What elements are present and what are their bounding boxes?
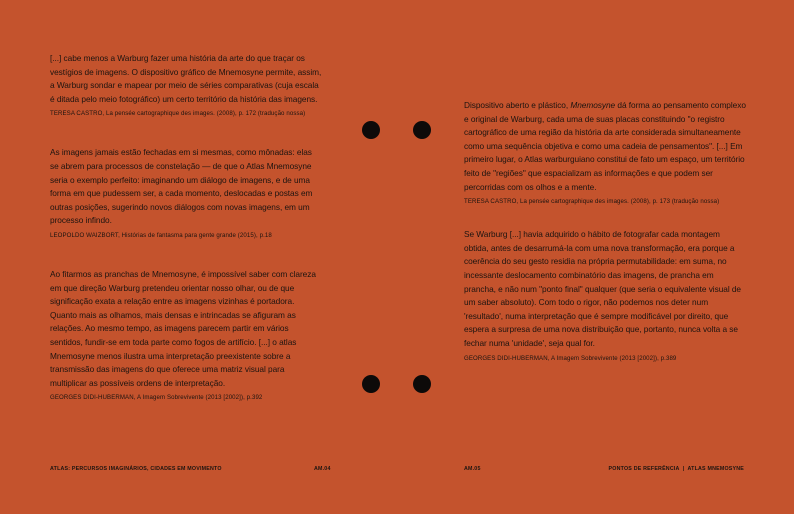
quote-source: GEORGES DIDI-HUBERMAN, A Imagem Sobrevivente (2013 [2002]), p.389 [464, 354, 677, 362]
quote-block [50, 268, 322, 402]
binding-hole-bottom-right [413, 375, 431, 393]
quote-source: TERESA CASTRO, La pensée cartographique des images. (2008), p. 172 (tradução nossa) [50, 110, 306, 118]
quote-block [464, 228, 746, 362]
binding-hole-bottom-left [362, 375, 380, 393]
quote-block [464, 99, 746, 206]
quote-text: [...] cabe menos a Warburg fazer uma história da arte do que traçar os vestígios de imagens. O dispositivo gráfico de Mnemosyne permite, assim, a Warburg sondar e mapear por meio de séries comparativas (cuja escala é ditada pelo meio fotográfico) um certo território da história das imagens. [50, 53, 322, 104]
quote-text-italic: Mnemosyne [570, 100, 616, 110]
left-page-column [50, 52, 322, 402]
right-page-column [464, 99, 746, 363]
quote-source: TERESA CASTRO, La pensée cartographique des images. (2008), p. 173 (tradução nossa) [464, 198, 720, 206]
quote-text: As imagens jamais estão fechadas em si mesmas, como mônadas: elas se abrem para processos de constelação — de que o Atlas Mnemosyne seria o exemplo perfeito: imaginando um diálogo de imagens, e de uma forma em que pudessem ser, a cada momento, deslocadas e postas em outras posições, sugerindo novos diálogos com novas imagens, em um processo infindo. [50, 147, 313, 226]
footer-right-page-number: AM.05 [464, 466, 481, 472]
quote-source: GEORGES DIDI-HUBERMAN, A Imagem Sobrevivente (2013 [2002]), p.392 [50, 394, 263, 402]
quote-block [50, 146, 322, 240]
footer-left-page-number: AM.04 [314, 466, 331, 472]
footer-right-title: PONTOS DE REFERÊNCIA | ATLAS MNEMOSYNE [608, 466, 744, 472]
quote-block [50, 52, 322, 118]
quote-source: LEOPOLDO WAIZBORT, Histórias de fantasma para gente grande (2015), p.18 [50, 231, 272, 239]
quote-text: Ao fitarmos as pranchas de Mnemosyne, é impossível saber com clareza em que direção Warburg pretendeu orientar nosso olhar, ou de que significação exata a relação entre as imagens vizinhas é portadora. Quanto mais as olhamos, mais densas e intrincadas se afiguram as relações. Ao mesmo tempo, as imagens parecem partir em vários sentidos, fundir-se em toda parte como fogos de artifício. [...] o atlas Mnemosyne menos ilustra uma interpretação preexistente sobre a transmissão das imagens do que oferece uma matriz visual para multiplicar as possíveis ordens de interpretação. [50, 268, 316, 388]
quote-text-lead: Dispositivo aberto e plástico, [464, 100, 571, 110]
binding-hole-top-right [413, 121, 431, 139]
quote-text-rest: dá forma ao pensamento complexo e original de Warburg, cada uma de suas placas constituindo "o registro cartográfico de uma região da história da arte considerada simultaneamente como uma sequência objetiva e como uma cadeia de pensamentos". [...] Em primeiro lugar, o Atlas warburguiano constitui de fato um espaço, um território feito de "regiões" que espacializam as informações e que podem ser percorridas com os olhos e a mente. [464, 100, 746, 192]
quote-text [464, 99, 746, 194]
footer-left-title: ATLAS: PERCURSOS IMAGINÁRIOS, CIDADES EM MOVIMENTO [50, 466, 222, 472]
binding-hole-top-left [362, 121, 380, 139]
quote-text: Se Warburg [...] havia adquirido o hábito de fotografar cada montagem obtida, antes de desarrumá-la com uma nova transformação, era porque a coerência do seu gesto residia na própria permutabilidade: em suma, no incessante deslocamento combinatório das imagens, de prancha em prancha, e não num "ponto final" qualquer (que seria o equivalente visual de um saber absoluto). Com todo o rigor, não podemos nos deter num 'resultado', numa interpretação que é sempre modificável por direito, que espera a surpresa de uma nova distribuição que, portanto, nunca volta a se fechar numa 'unidade', seja qual for. [464, 229, 741, 348]
